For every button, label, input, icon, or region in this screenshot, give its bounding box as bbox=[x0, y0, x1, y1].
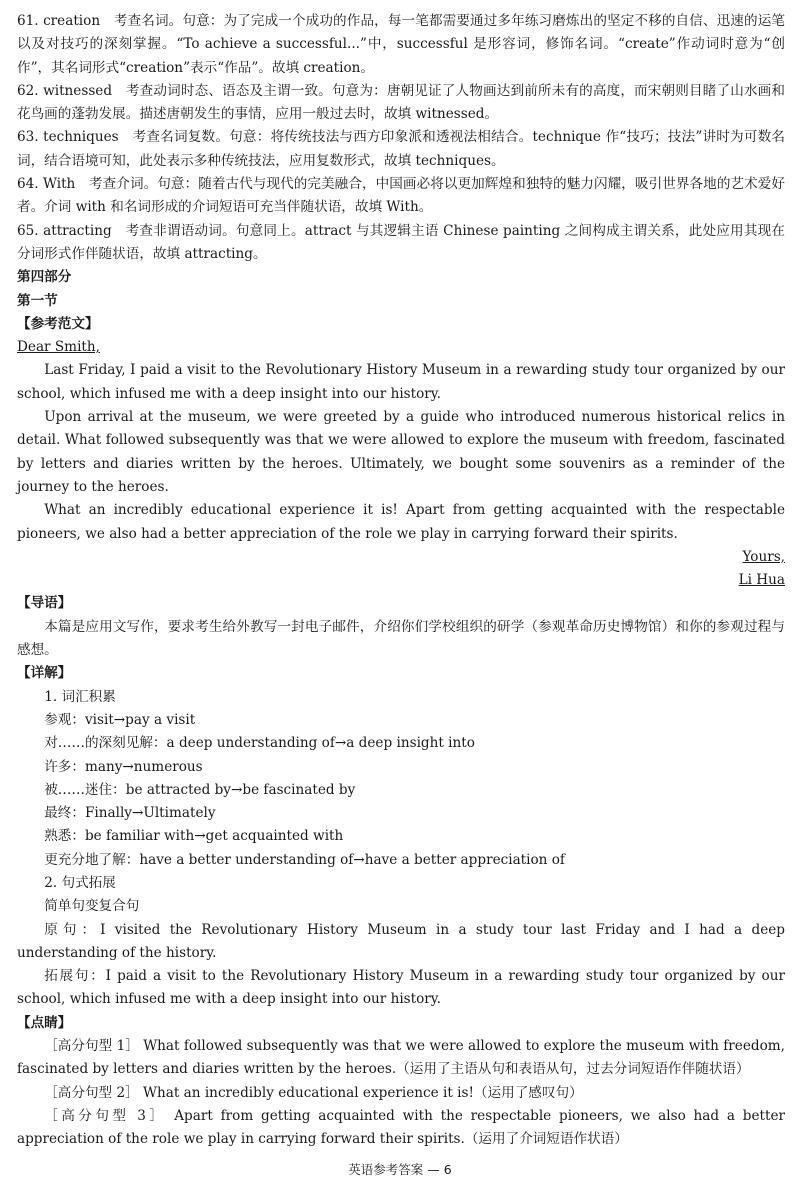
letter-closing: Yours, bbox=[742, 548, 785, 565]
vocab-item: 许多：many→numerous bbox=[44, 758, 203, 775]
model-letter bbox=[17, 336, 785, 592]
letter-paragraph: What an incredibly educational experience it is! Apart from getting acquainted with the respectable pioneers, we also had a better appreciation of the role we play in carrying forward their spirits. bbox=[17, 502, 785, 542]
detail-label: 【详解】 bbox=[17, 665, 72, 682]
sentence-title: 2. 句式拓展 bbox=[44, 874, 116, 891]
answer-text: With 考查介词。句意：随着古代与现代的完美融合，中国画必将以更加辉煌和独特的魅力闪耀，吸引世界各地的艺术爱好者。介词 with 和名词形成的介词短语可充当伴随状语，故填 With。 bbox=[17, 176, 786, 216]
answer-64 bbox=[17, 173, 785, 220]
vocab-item: 更充分地了解：have a better understanding of→have a better appreciation of bbox=[44, 851, 565, 868]
vocab-item: 被……迷住：be attracted by→be fascinated by bbox=[44, 781, 356, 798]
answer-page bbox=[17, 10, 785, 1152]
answer-63 bbox=[17, 126, 785, 173]
sentence-subtitle: 简单句变复合句 bbox=[44, 898, 140, 915]
answer-number: 63. bbox=[17, 129, 39, 146]
answer-number: 65. bbox=[17, 222, 39, 239]
highlight-item: ［高分句型 3］ Apart from getting acquainted with the respectable pioneers, we also had a better appreciation of the role we play in carrying forward their spirits.（运用了介词短语作状语） bbox=[17, 1107, 785, 1148]
original-sentence: 原句：I visited the Revolutionary History Museum in a study tour last Friday and I had a deep understanding of the history. bbox=[17, 921, 785, 961]
vocab-item: 最终：Finally→Ultimately bbox=[44, 805, 216, 822]
letter-paragraph: Last Friday, I paid a visit to the Revolutionary History Museum in a rewarding study tour organized by our school, which infused me with a deep insight into our history. bbox=[17, 362, 785, 402]
highlight-label: 【点睛】 bbox=[17, 1014, 72, 1031]
answer-62 bbox=[17, 80, 785, 127]
answer-61 bbox=[17, 10, 785, 80]
answer-text: creation 考查名词。句意：为了完成一个成功的作品，每一笔都需要通过多年练习磨炼出的坚定不移的自信、迅速的运笔以及对技巧的深刻掌握。“To achieve a successful...”中，successful 是形容词，修饰名词。“create”作动词时意为“创作”，其名词形式“creation”表示“作品”。故填 creation。 bbox=[17, 13, 785, 76]
vocab-title: 1. 词汇积累 bbox=[44, 688, 116, 705]
vocab-item: 参观：visit→pay a visit bbox=[44, 711, 196, 728]
letter-salutation: Dear Smith, bbox=[17, 339, 100, 356]
section-heading: 第一节 bbox=[17, 292, 58, 309]
highlight-item: ［高分句型 2］ What an incredibly educational experience it is!（运用了感叹句） bbox=[44, 1084, 583, 1101]
answer-number: 61. bbox=[17, 13, 39, 29]
highlight-item: ［高分句型 1］ What followed subsequently was that we were allowed to explore the museum with freedom, fascinated by letters and diaries written by the heroes.（运用了主语从句和表语从句，过去分词短语作伴随状语） bbox=[17, 1038, 785, 1078]
answer-text: techniques 考查名词复数。句意：将传统技法与西方印象派和透视法相结合。technique 作“技巧；技法”讲时为可数名词，结合语境可知，此处表示多种传统技法，应用复数形式，故填 techniques。 bbox=[17, 129, 786, 169]
vocab-item: 对……的深刻见解：a deep understanding of→a deep insight into bbox=[44, 735, 475, 752]
answer-number: 64. bbox=[17, 176, 39, 193]
guide-text: 本篇是应用文写作，要求考生给外教写一封电子邮件，介绍你们学校组织的研学（参观革命历史博物馆）和你的参观过程与感想。 bbox=[17, 618, 785, 659]
letter-signature: Li Hua bbox=[738, 572, 785, 589]
answer-65 bbox=[17, 220, 785, 267]
vocab-item: 熟悉：be familiar with→get acquainted with bbox=[44, 828, 344, 845]
part-heading: 第四部分 bbox=[17, 269, 72, 286]
letter-paragraph: Upon arrival at the museum, we were greeted by a guide who introduced numerous historical relics in detail. What followed subsequently was that we were allowed to explore the museum with freedom, fascinated by letters and diaries written by the heroes. Ultimately, we bought some souvenirs as a reminder of the journey to the heroes. bbox=[17, 409, 785, 495]
answer-text: witnessed 考查动词时态、语态及主谓一致。句意为：唐朝见证了人物画达到前所未有的高度，而宋朝则目睹了山水画和花鸟画的蓬勃发展。描述唐朝发生的事情，应用一般过去时，故填 witnessed。 bbox=[17, 82, 785, 123]
answer-text: attracting 考查非谓语动词。句意同上。attract 与其逻辑主语 Chinese painting 之间构成主谓关系，此处应用其现在分词形式作伴随状语，故填 attracting。 bbox=[17, 222, 785, 262]
model-essay-label: 【参考范文】 bbox=[17, 315, 99, 332]
answer-number: 62. bbox=[17, 82, 39, 99]
guide-label: 【导语】 bbox=[17, 595, 72, 612]
expanded-sentence: 拓展句：I paid a visit to the Revolutionary History Museum in a rewarding study tour organized by our school, which infused me with a deep insight into our history. bbox=[17, 968, 785, 1008]
page-footer: 英语参考答案 — 6 bbox=[348, 1162, 452, 1177]
